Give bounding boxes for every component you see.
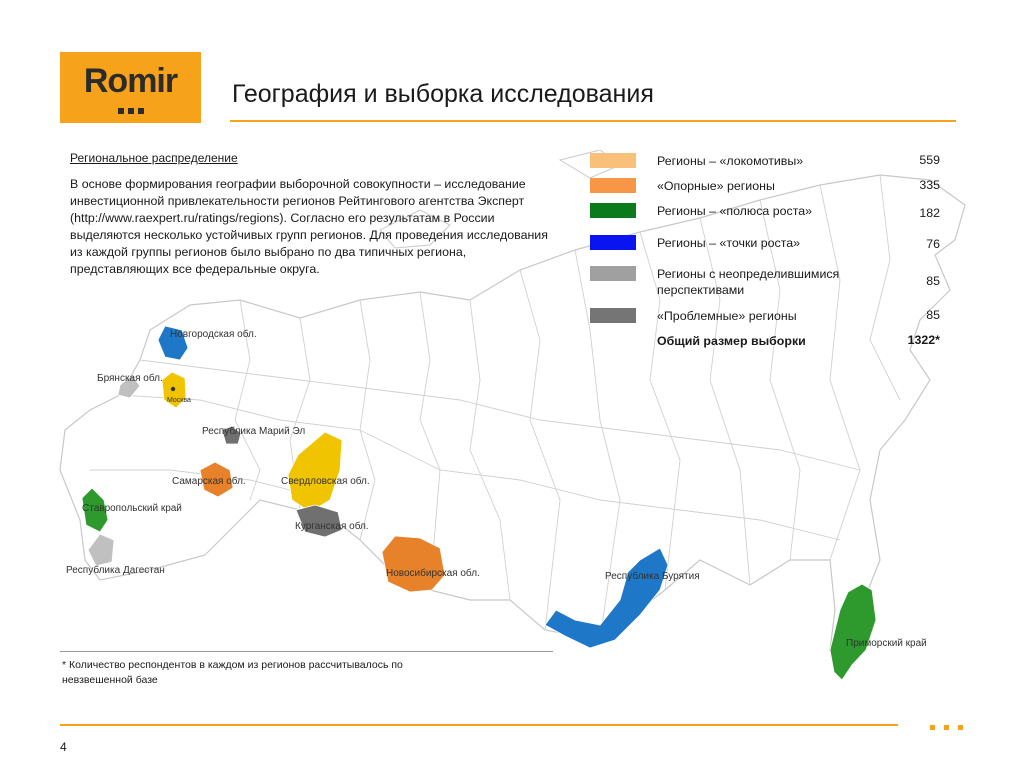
footer-dot (930, 725, 935, 730)
legend-count: 85 (926, 274, 940, 288)
map-label-primorsky: Приморский край (846, 638, 927, 649)
legend-count: 76 (926, 237, 940, 251)
footer-dot (958, 725, 963, 730)
legend-swatch-uncertain (590, 266, 636, 281)
title-divider (230, 120, 956, 122)
logo-dot (138, 108, 144, 114)
section-title: Региональное распределение (70, 151, 238, 165)
logo-dot (118, 108, 124, 114)
legend-count: 85 (926, 308, 940, 322)
legend-label: Регионы с неопределившимися перспективами (657, 267, 840, 297)
footnote: * Количество респондентов в каждом из регионов рассчитывалось по невзвешенной базе (62, 659, 403, 686)
legend-label: Регионы – «локомотивы» (657, 154, 804, 168)
map-label-samara: Самарская обл. (172, 476, 246, 487)
footer-divider (60, 724, 898, 726)
legend-label: «Проблемные» регионы (657, 309, 797, 323)
map-label-buryatia: Республика Бурятия (605, 571, 700, 582)
page-title: География и выборка исследования (232, 80, 654, 108)
footer-dot (944, 725, 949, 730)
total-label: Общий размер выборки (657, 334, 806, 348)
logo-dot (128, 108, 134, 114)
legend-label: Регионы – «полюса роста» (657, 204, 813, 218)
map-label-dagestan: Республика Дагестан (66, 565, 165, 576)
map-label-stavropol: Ставропольский край (82, 503, 182, 514)
footnote-divider (60, 651, 553, 652)
page-number: 4 (60, 740, 67, 754)
legend-swatch-supporting (590, 178, 636, 193)
legend-swatch-locomotives (590, 153, 636, 168)
map-label-kurgan: Курганская обл. (295, 521, 369, 532)
map-label-moscow: Москва (167, 397, 191, 404)
map-label-mari-el: Республика Марий Эл (202, 426, 306, 437)
body-paragraph: В основе формирования географии выборочной совокупности – исследование инвестиционной привлекательности регионов Рейтингового агентства Эксперт (http://www.raexpert.ru/ratings/regions). Согласно его результатам в России выделяются несколько устойчивых групп регионов. Для проведения исследования из каждой группы регионов было выбрано по два типичных региона, представляющих все федеральные округа. (70, 177, 548, 276)
legend-label: «Опорные» регионы (657, 179, 775, 193)
moscow-dot (171, 387, 175, 391)
map-label-novgorod: Новгородская обл. (170, 329, 257, 340)
map-label-novosibirsk: Новосибирская обл. (386, 568, 480, 579)
legend-count: 335 (919, 178, 940, 192)
map-label-bryansk: Брянская обл. (97, 373, 163, 384)
map-label-sverdlovsk: Свердловская обл. (281, 476, 370, 487)
logo-text: Romir (83, 62, 178, 100)
legend-count: 182 (919, 206, 940, 220)
romir-logo (60, 52, 201, 123)
legend-swatch-growth-poles (590, 203, 636, 218)
legend-swatch-problem (590, 308, 636, 323)
total-count: 1322* (907, 333, 940, 347)
legend-label: Регионы – «точки роста» (657, 236, 801, 250)
legend-swatch-growth-points (590, 235, 636, 250)
legend-count: 559 (919, 153, 940, 167)
